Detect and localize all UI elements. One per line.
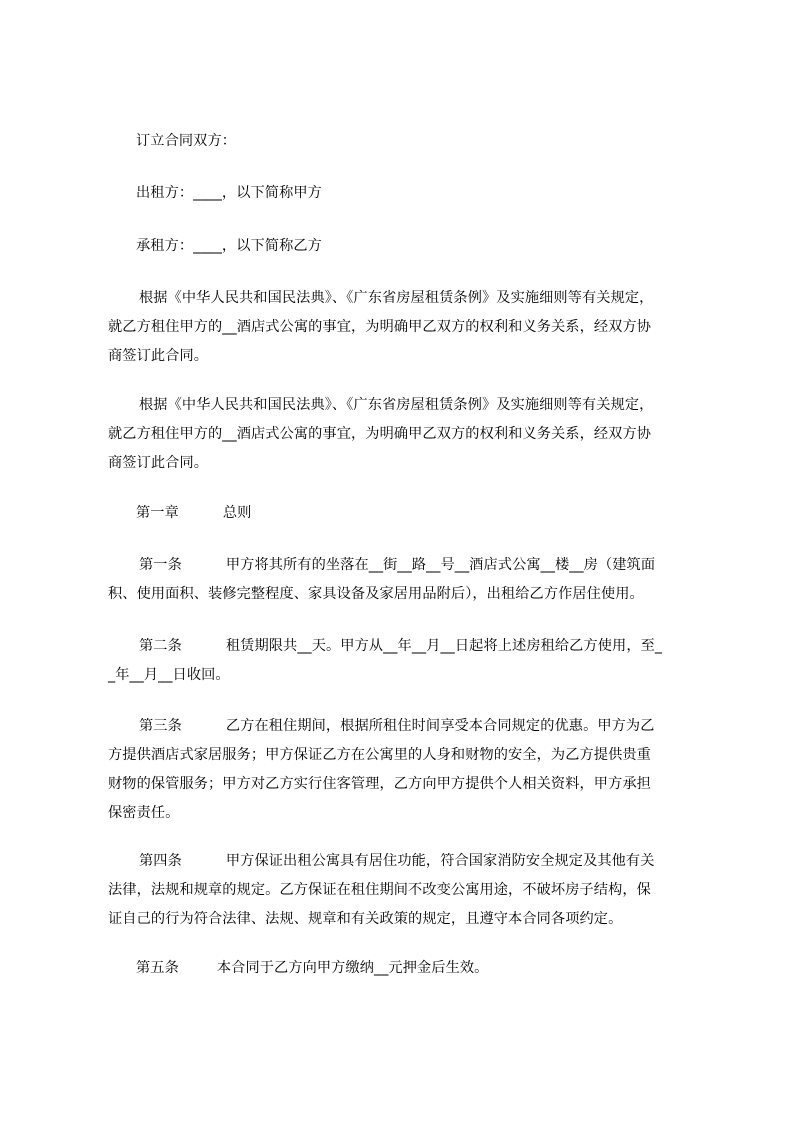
article-2-line-2: _年__月__日收回。 [108,667,230,683]
article-5 [136,954,730,983]
lessee-text: 承租方：____，以下简称乙方 [136,238,322,254]
parties-intro-text: 订立合同双方： [136,133,237,149]
chapter-1-number: 第一章 [136,505,179,521]
preamble-2-line-1: 根据《中华人民共和国民法典》、《广东省房屋租赁条例》及实施细则等有关规定， [139,397,654,413]
article-1 [108,551,702,609]
lessor-line [136,179,730,208]
article-4 [108,847,702,934]
article-4-line-2: 法律，法规和规章的规定。乙方保证在租住期间不改变公寓用途，不破坏房子结构，保 [108,882,651,898]
lessor-text: 出租方：____，以下简称甲方 [136,185,322,201]
article-1-line-1 [108,551,702,580]
article-1-text-1: 甲方将其所有的坐落在__街__路__号__酒店式公寓__楼__房（建筑面 [225,557,656,573]
article-3-line-2: 方提供酒店式家居服务；甲方保证乙方在公寓里的人身和财物的安全，为乙方提供贵重 [108,747,651,763]
preamble-paragraph-1 [108,284,702,371]
article-1-number: 第一条 [139,557,182,573]
chapter-1-title: 总则 [222,505,252,521]
preamble-paragraph-2 [108,391,702,478]
article-3-line-1 [108,712,702,741]
preamble-2-line-3: 商签订此合同。 [108,455,209,471]
article-2 [108,632,702,690]
parties-intro [136,127,730,156]
preamble-1-line-2: 就乙方租住甲方的__酒店式公寓的事宜，为明确甲乙双方的权利和义务关系，经双方协 [108,319,652,335]
preamble-1-line-1: 根据《中华人民共和国民法典》、《广东省房屋租赁条例》及实施细则等有关规定， [139,290,654,306]
article-3 [108,712,702,828]
article-2-line-1 [108,632,702,661]
article-3-text-1: 乙方在租住期间，根据所租住时间享受本合同规定的优惠。甲方为乙 [225,718,655,734]
article-5-text-1: 本合同于乙方向甲方缴纳__元押金后生效。 [216,960,489,976]
article-4-line-3: 证自己的行为符合法律、法规、规章和有关政策的规定，且遵守本合同各项约定。 [108,911,623,927]
lessee-line [136,232,730,261]
article-3-number: 第三条 [139,718,182,734]
chapter-1-line [136,499,730,528]
article-2-number: 第二条 [139,638,182,654]
article-5-number: 第五条 [136,960,179,976]
article-5-line-1 [136,954,730,983]
preamble-2-line-2: 就乙方租住甲方的__酒店式公寓的事宜，为明确甲乙双方的权利和义务关系，经双方协 [108,426,652,442]
article-3-line-4: 保密责任。 [108,805,180,821]
article-4-number: 第四条 [139,853,182,869]
article-4-line-1 [108,847,702,876]
article-4-text-1: 甲方保证出租公寓具有居住功能，符合国家消防安全规定及其他有关 [225,853,655,869]
article-2-text-1: 租赁期限共__天。甲方从__年__月__日起将上述房租给乙方使用，至_ [225,638,663,654]
article-3-line-3: 财物的保管服务；甲方对乙方实行住客管理，乙方向甲方提供个人相关资料，甲方承担 [108,776,651,792]
preamble-1-line-3: 商签订此合同。 [108,348,209,364]
chapter-1-heading [136,499,730,528]
article-1-line-2: 积、使用面积、装修完整程度、家具设备及家居用品附后），出租给乙方作居住使用。 [108,586,644,602]
